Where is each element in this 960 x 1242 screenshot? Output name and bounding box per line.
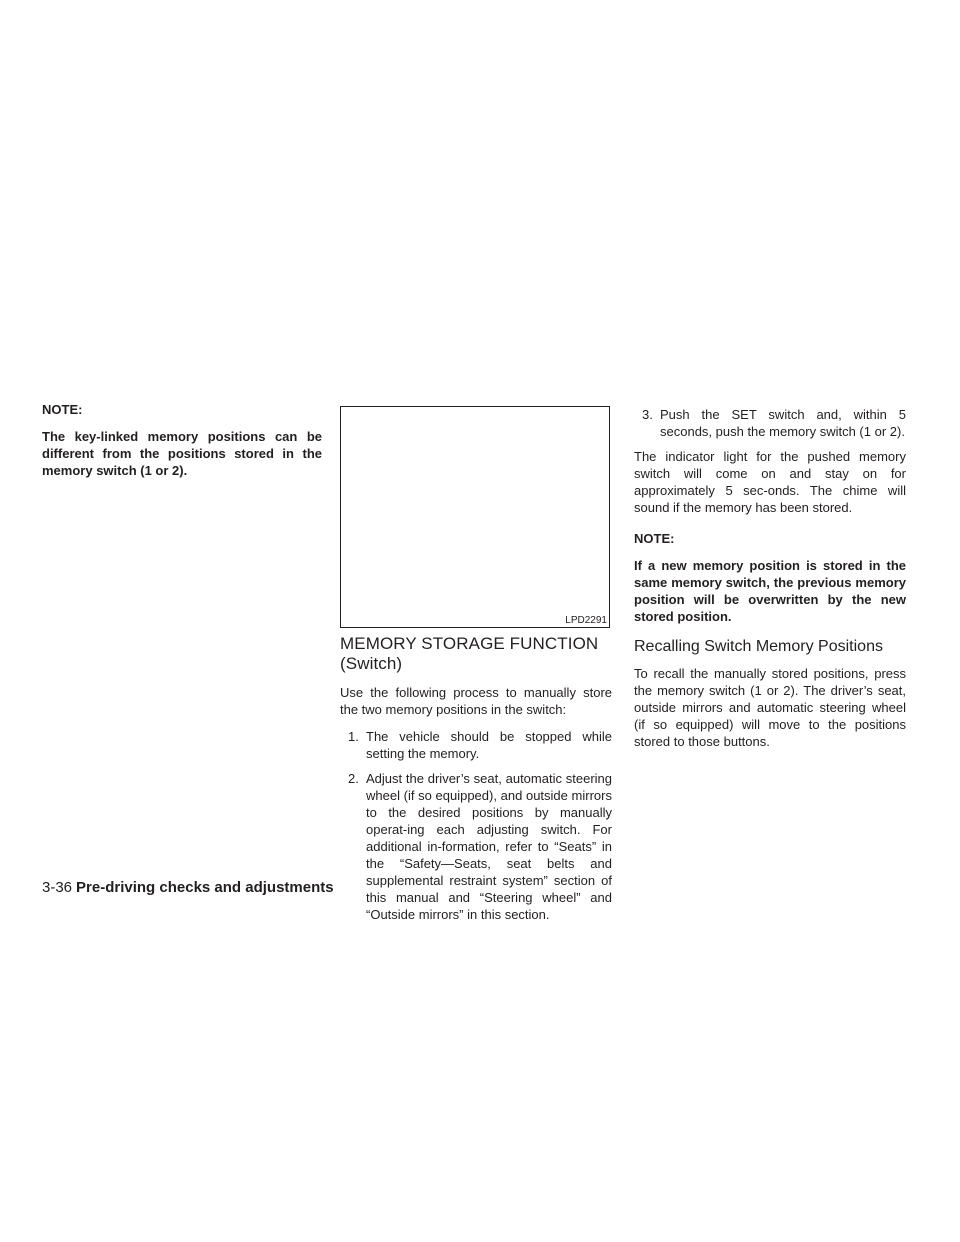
step-item — [340, 728, 612, 762]
figure-placeholder — [340, 406, 610, 628]
note-label: NOTE: — [634, 531, 675, 546]
section-heading-line1: MEMORY STORAGE FUNCTION — [340, 634, 599, 653]
step-number: 1. — [348, 729, 359, 744]
section-heading — [340, 634, 612, 674]
step-item — [340, 770, 612, 923]
step-text: Push the SET switch and, within 5 seconds, push the memory switch (1 or 2). — [660, 407, 906, 439]
note-text: The key-linked memory positions can be different from the positions stored in the memory switch (1 or 2). — [42, 429, 322, 478]
footer-section-title: Pre-driving checks and adjustments — [76, 879, 334, 896]
right-column — [634, 406, 906, 760]
page-footer — [42, 879, 334, 897]
step-number: 2. — [348, 771, 359, 786]
step-number: 3. — [642, 407, 653, 422]
steps-list-continued — [634, 406, 906, 440]
step-text: Adjust the driver’s seat, automatic steering wheel (if so equipped), and outside mirrors to the desired positions by manually operat-ing each adjusting switch. For additional in-formation, refer to “Seats” in the “Safety—Seats, seat belts and supplemental restraint system” section of this manual and “Steering wheel” and “Outside mirrors” in this section. — [366, 771, 612, 922]
note-text: If a new memory position is stored in the same memory switch, the previous memory position will be overwritten by the new stored position. — [634, 558, 906, 624]
page-number: 3-36 — [42, 879, 73, 896]
middle-column — [340, 406, 612, 931]
note-label: NOTE: — [42, 402, 83, 417]
intro-paragraph: Use the following process to manually store the two memory positions in the switch: — [340, 685, 612, 717]
step-item — [634, 406, 906, 440]
section-heading-line2: (Switch) — [340, 654, 403, 673]
figure-caption: LPD2291 — [565, 615, 607, 626]
recalling-paragraph: To recall the manually stored positions, press the memory switch (1 or 2). The driver’s seat, outside mirrors and automatic steering wheel (if so equipped) will move to the positions stored to those buttons. — [634, 666, 906, 749]
step-text: The vehicle should be stopped while setting the memory. — [366, 729, 612, 761]
left-column — [42, 401, 322, 479]
steps-list — [340, 728, 612, 923]
indicator-paragraph: The indicator light for the pushed memory switch will come on and stay on for approximately 5 sec-onds. The chime will sound if the memory has been stored. — [634, 449, 906, 515]
subsection-heading: Recalling Switch Memory Positions — [634, 638, 883, 655]
